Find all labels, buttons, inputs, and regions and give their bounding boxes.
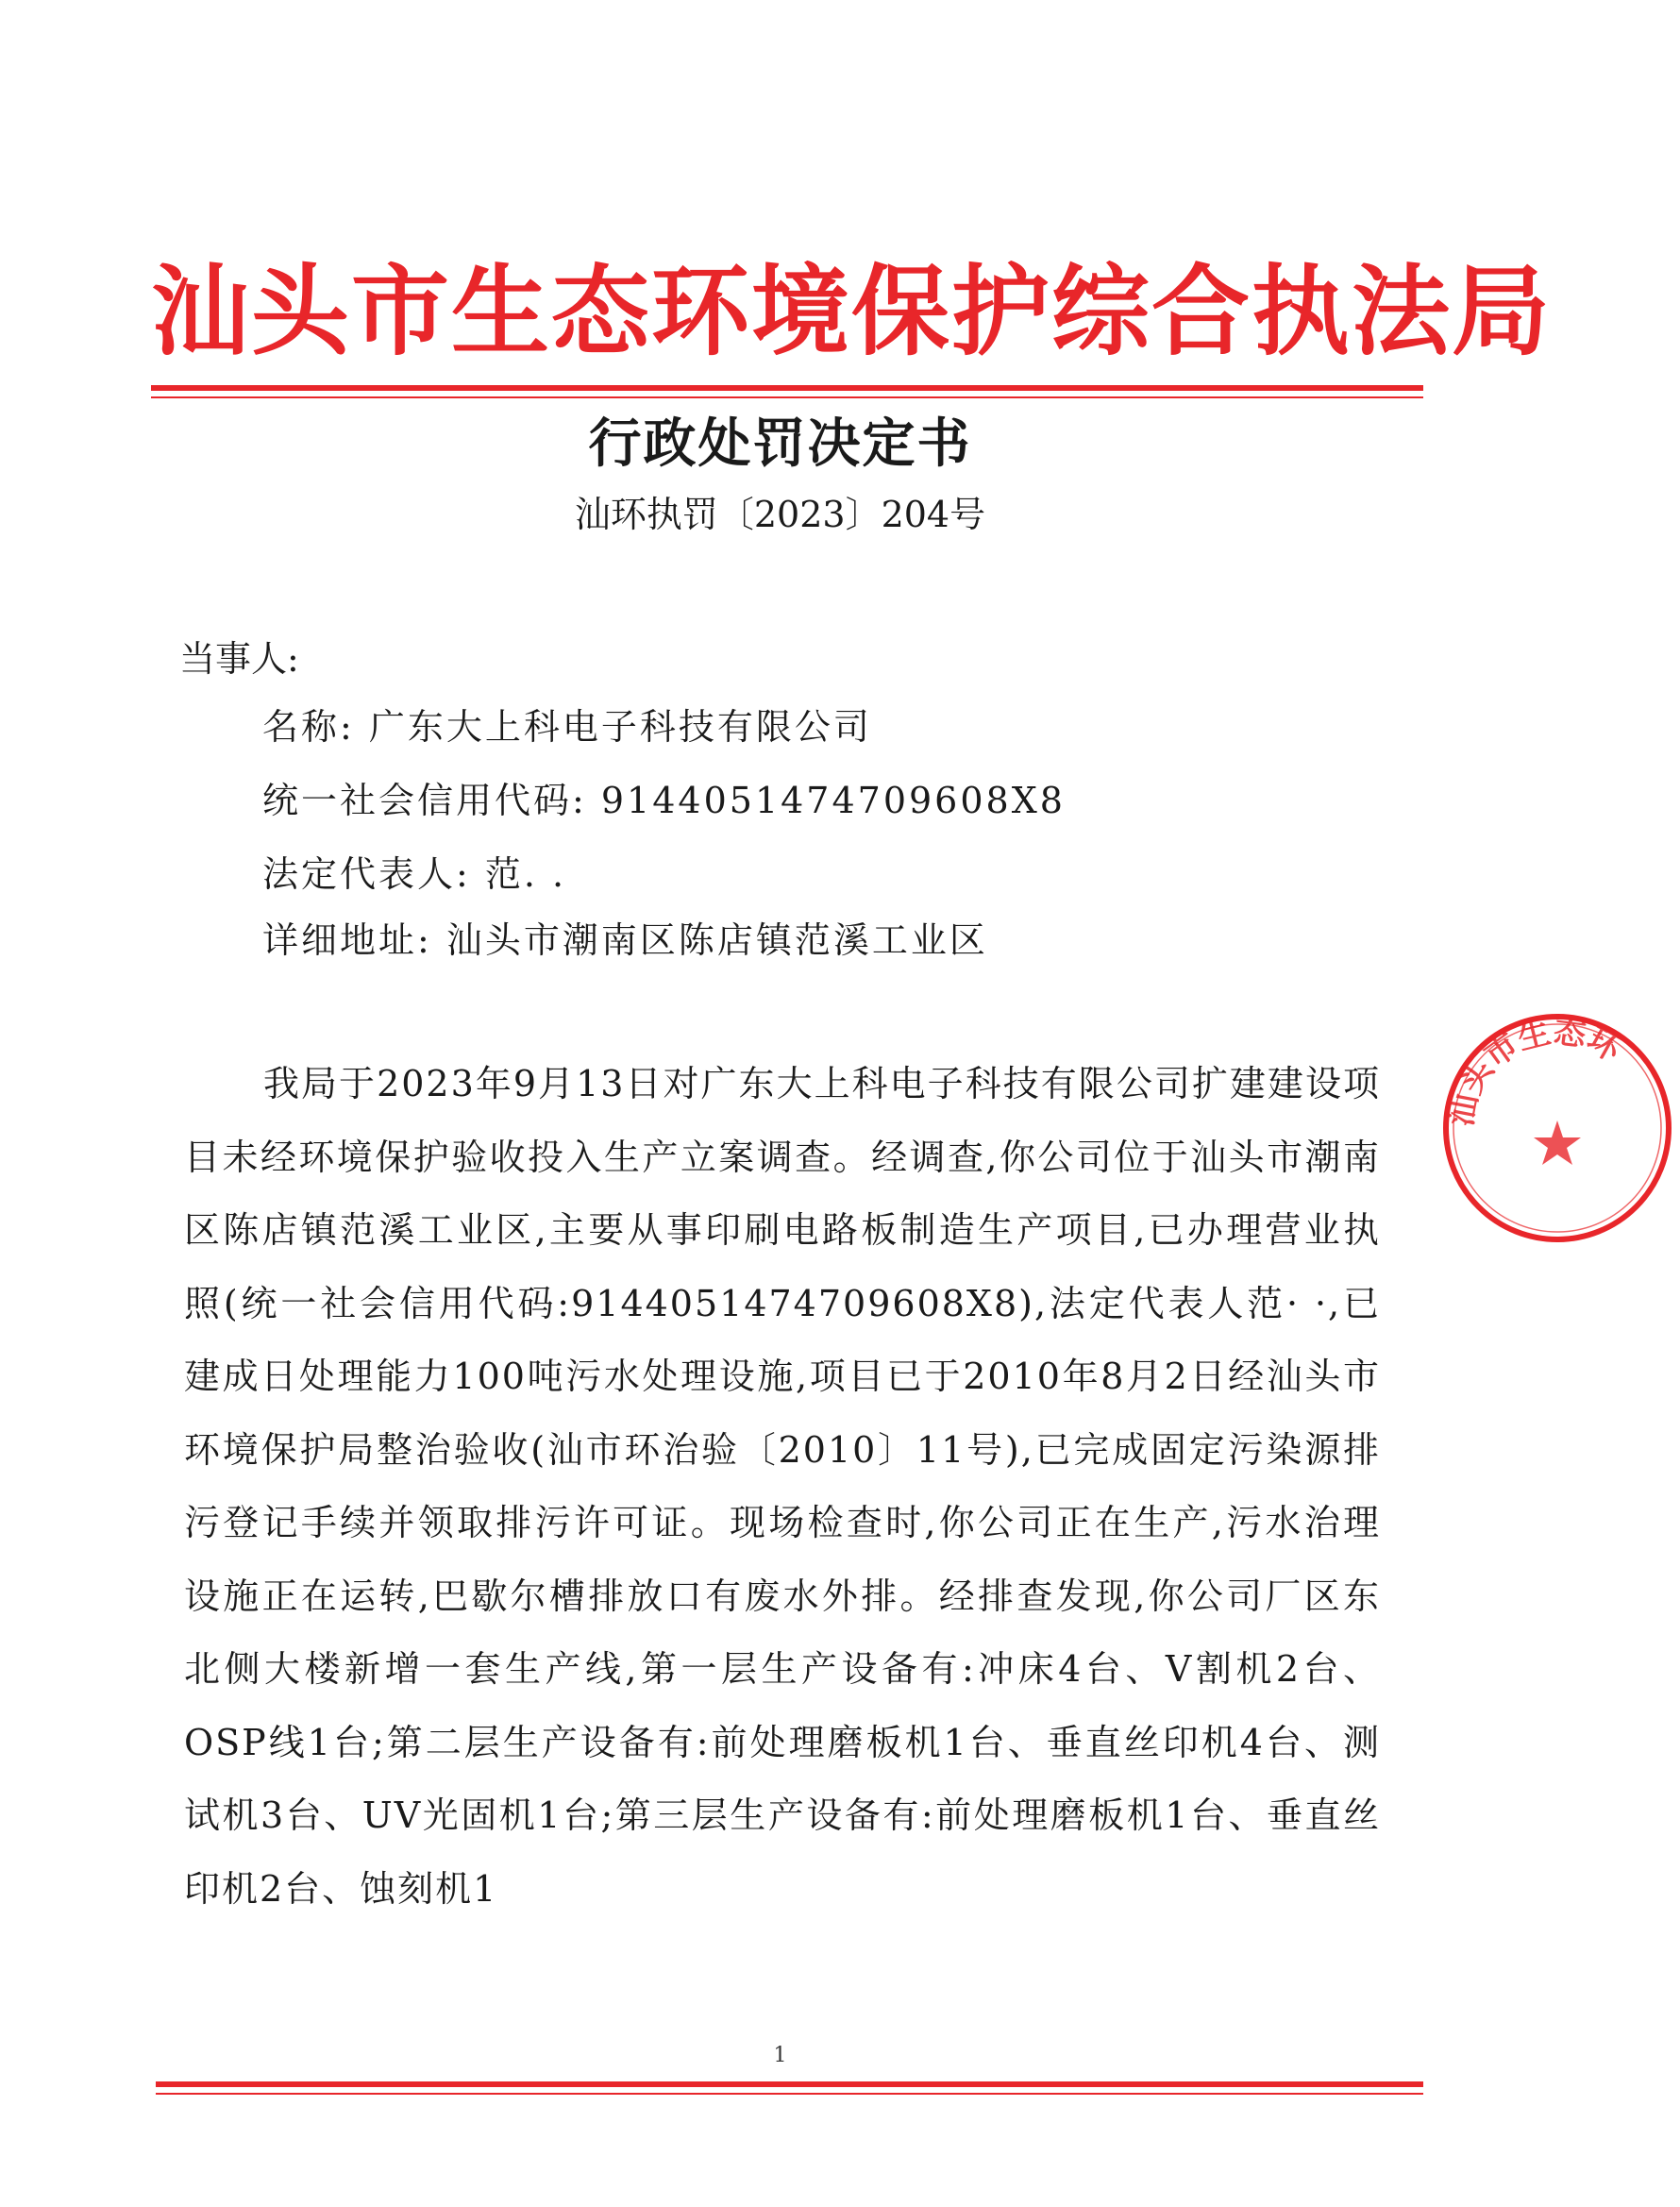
seal-star-icon bbox=[1534, 1120, 1581, 1165]
page-number: 1 bbox=[773, 2044, 787, 2067]
party-legal-representative: 法定代表人: 范. . bbox=[262, 853, 567, 895]
party-address: 详细地址: 汕头市潮南区陈店镇范溪工业区 bbox=[262, 919, 988, 961]
party-credit-code: 统一社会信用代码: 9144051474709608X8 bbox=[262, 780, 1066, 821]
agency-name-header: 汕头市生态环境保护综合执法局 bbox=[151, 253, 1553, 369]
seal-text: 汕头市生态环 bbox=[1441, 1012, 1627, 1130]
body-paragraph: 我局于2023年9月13日对广东大上科电子科技有限公司扩建建设项目未经环境保护验收投入生产立案调查。经调查,你公司位于汕头市潮南区陈店镇范溪工业区,主要从事印刷电路板制造生产项目,已办理营业执照(统一社会信用代码:9144051474709608X8),法定代表人范· ·,已建成日处理能力100吨污水处理设施,项目已于2010年8月2日经汕头市环境保护局整治验收(汕市环治验〔2010〕11号),已完成固定污染源排污登记手续并领取排污许可证。现场检查时,你公司正在生产,污水治理设施正在运转,巴歇尔槽排放口有废水外排。经排查发现,你公司厂区东北侧大楼新增一套生产线,第一层生产设备有:冲床4台、V割机2台、OSP线1台;第二层生产设备有:前处理磨板机1台、垂直丝印机4台、测试机3台、UV光固机1台;第三层生产设备有:前处理磨板机1台、垂直丝印机2台、蚀刻机1 bbox=[184, 1063, 1381, 1910]
header-red-rule-thin bbox=[151, 396, 1423, 398]
footer-red-rule-thick bbox=[156, 2081, 1423, 2087]
document-title: 行政处罚决定书 bbox=[588, 413, 972, 475]
party-name: 名称: 广东大上科电子科技有限公司 bbox=[262, 706, 872, 748]
header-red-rule-thick bbox=[151, 385, 1423, 391]
official-seal bbox=[1435, 1005, 1680, 1251]
footer-red-rule-thin bbox=[156, 2093, 1423, 2095]
party-label: 当事人: bbox=[179, 638, 299, 680]
document-number: 汕环执罚〔2023〕204号 bbox=[574, 494, 986, 535]
